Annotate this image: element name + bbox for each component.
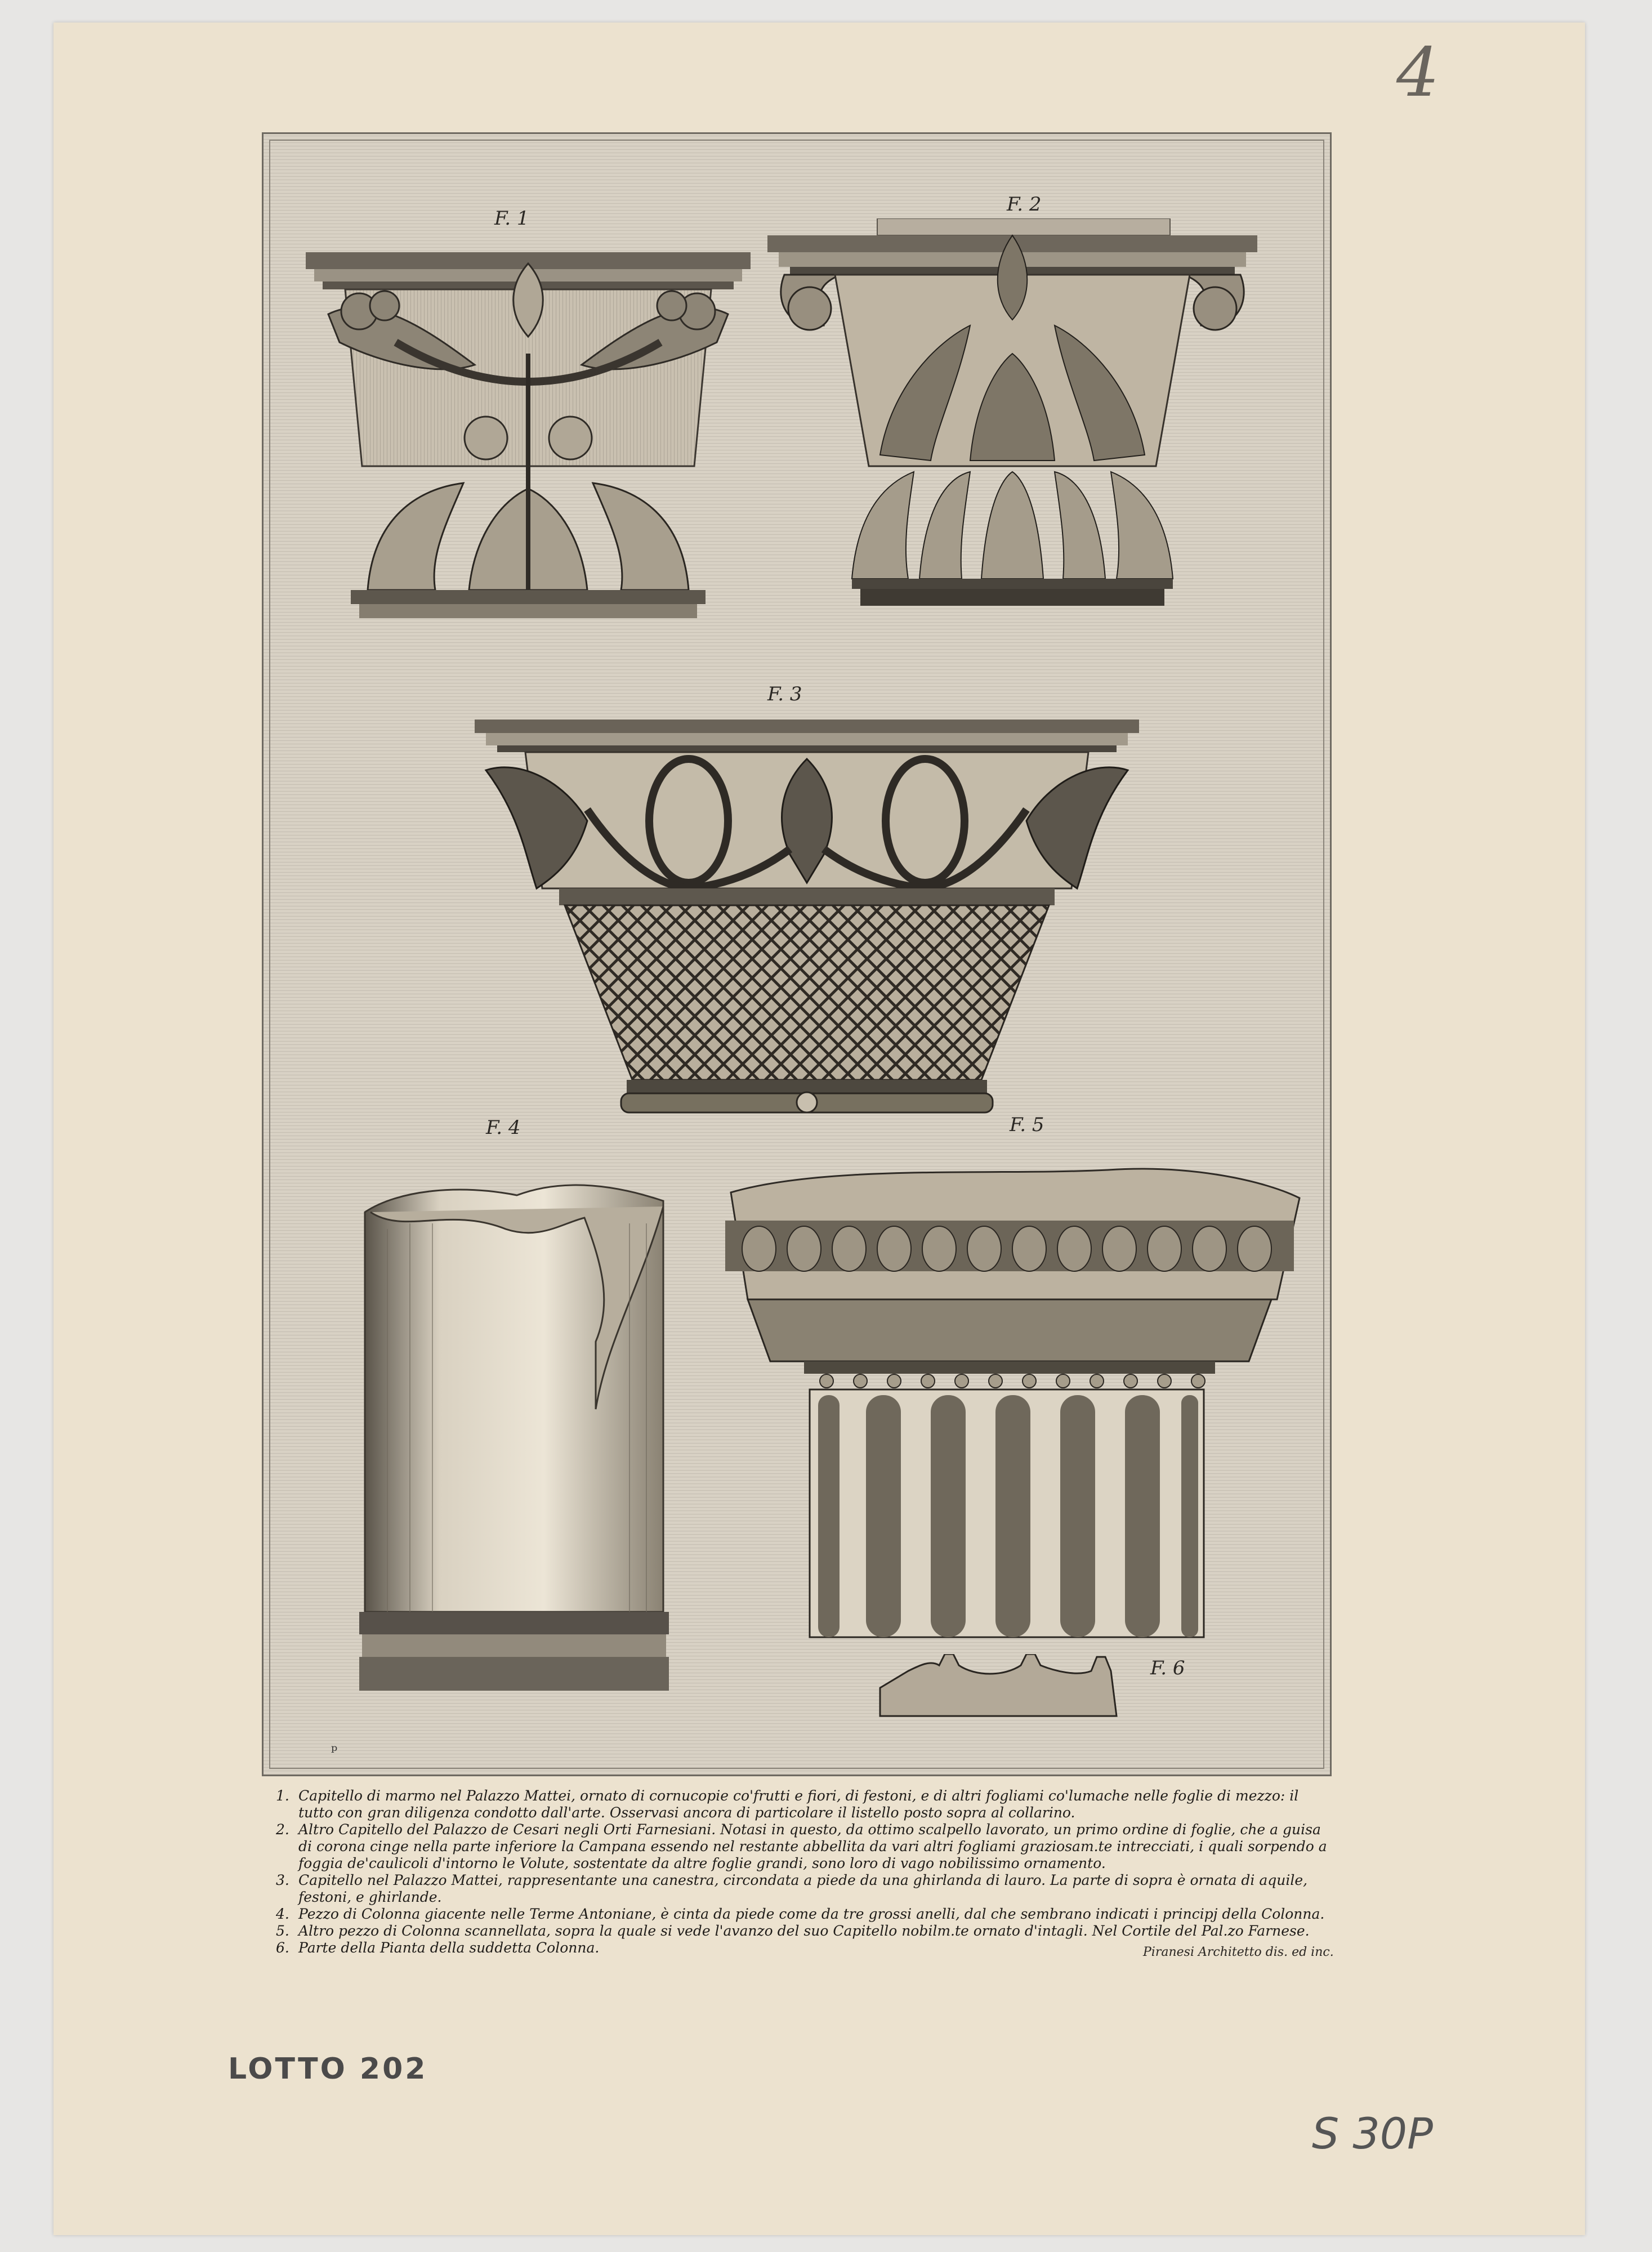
price-annotation: S 30P (1312, 2108, 1433, 2159)
figure-5-column-illustration (714, 1159, 1305, 1643)
figure-3-basket-capital-illustration (475, 720, 1139, 1114)
caption-number: 1. (276, 1788, 289, 1804)
caption-number: 2. (276, 1821, 289, 1838)
lot-number-annotation: LOTTO 202 (228, 2052, 428, 2086)
figure-label-1: F. 1 (494, 207, 529, 230)
engraved-plate (262, 132, 1332, 1776)
figure-label-2: F. 2 (1007, 193, 1042, 216)
caption-number: 4. (276, 1906, 289, 1922)
caption-text: Capitello di marmo nel Palazzo Mattei, ornato di cornucopie co'frutti e fiori, di festoni, e di altri fogliami co'lumache nelle foglie di mezzo: il tutto con gran diligenza condotto dall'arte. Osservasi ancora di particolare il listello posto sopra al collarino. (298, 1788, 1299, 1821)
caption-item (276, 1821, 1329, 1872)
caption-text: Parte della Pianta della suddetta Colonna. (298, 1940, 600, 1956)
plate-mark: ᵖ (331, 1741, 338, 1760)
caption-block (276, 1788, 1329, 1956)
corner-number: 4 (1396, 34, 1440, 112)
caption-number: 3. (276, 1872, 289, 1888)
caption-number: 6. (276, 1940, 289, 1956)
caption-text: Capitello nel Palazzo Mattei, rappresentante una canestra, circondata a piede da una ghirlanda di lauro. La parte di sopra è ornata di aquile, festoni, e ghirlande. (298, 1872, 1308, 1905)
caption-item (276, 1906, 1329, 1923)
figure-6-plan-illustration (874, 1654, 1122, 1722)
caption-item (276, 1788, 1329, 1821)
engraver-signature: Piranesi Architetto dis. ed inc. (1143, 1945, 1334, 1959)
figure-label-4: F. 4 (486, 1116, 521, 1139)
figure-2-capital-illustration (767, 218, 1257, 613)
figure-4-column-illustration (348, 1173, 680, 1696)
figure-1-capital-illustration (306, 252, 751, 621)
figure-label-5: F. 5 (1010, 1114, 1044, 1136)
caption-number: 5. (276, 1923, 289, 1939)
caption-item (276, 1872, 1329, 1906)
caption-text: Pezzo di Colonna giacente nelle Terme Antoniane, è cinta da piede come da tre grossi anelli, dal che sembrano indicati i principj della Colonna. (298, 1906, 1325, 1922)
figure-label-6: F. 6 (1150, 1657, 1185, 1679)
caption-text: Altro pezzo di Colonna scannellata, sopra la quale si vede l'avanzo del suo Capitello nobilm.te ornato d'intagli. Nel Cortile del Pal.zo Farnese. (298, 1923, 1310, 1939)
caption-item (276, 1923, 1329, 1940)
figure-label-3: F. 3 (767, 683, 802, 705)
caption-text: Altro Capitello del Palazzo de Cesari negli Orti Farnesiani. Notasi in questo, da ottimo scalpello lavorato, un primo ordine di foglie, che a guisa di corona cinge nella parte inferiore la Campana essendo nel restante abbellita da vari altri fogliami graziosam.te intrecciati, i quali sorpendo a foggia de'caulicoli d'intorno le Volute, sostentate da altre foglie grandi, sono loro di vago nobilissimo ornamento. (298, 1821, 1327, 1871)
